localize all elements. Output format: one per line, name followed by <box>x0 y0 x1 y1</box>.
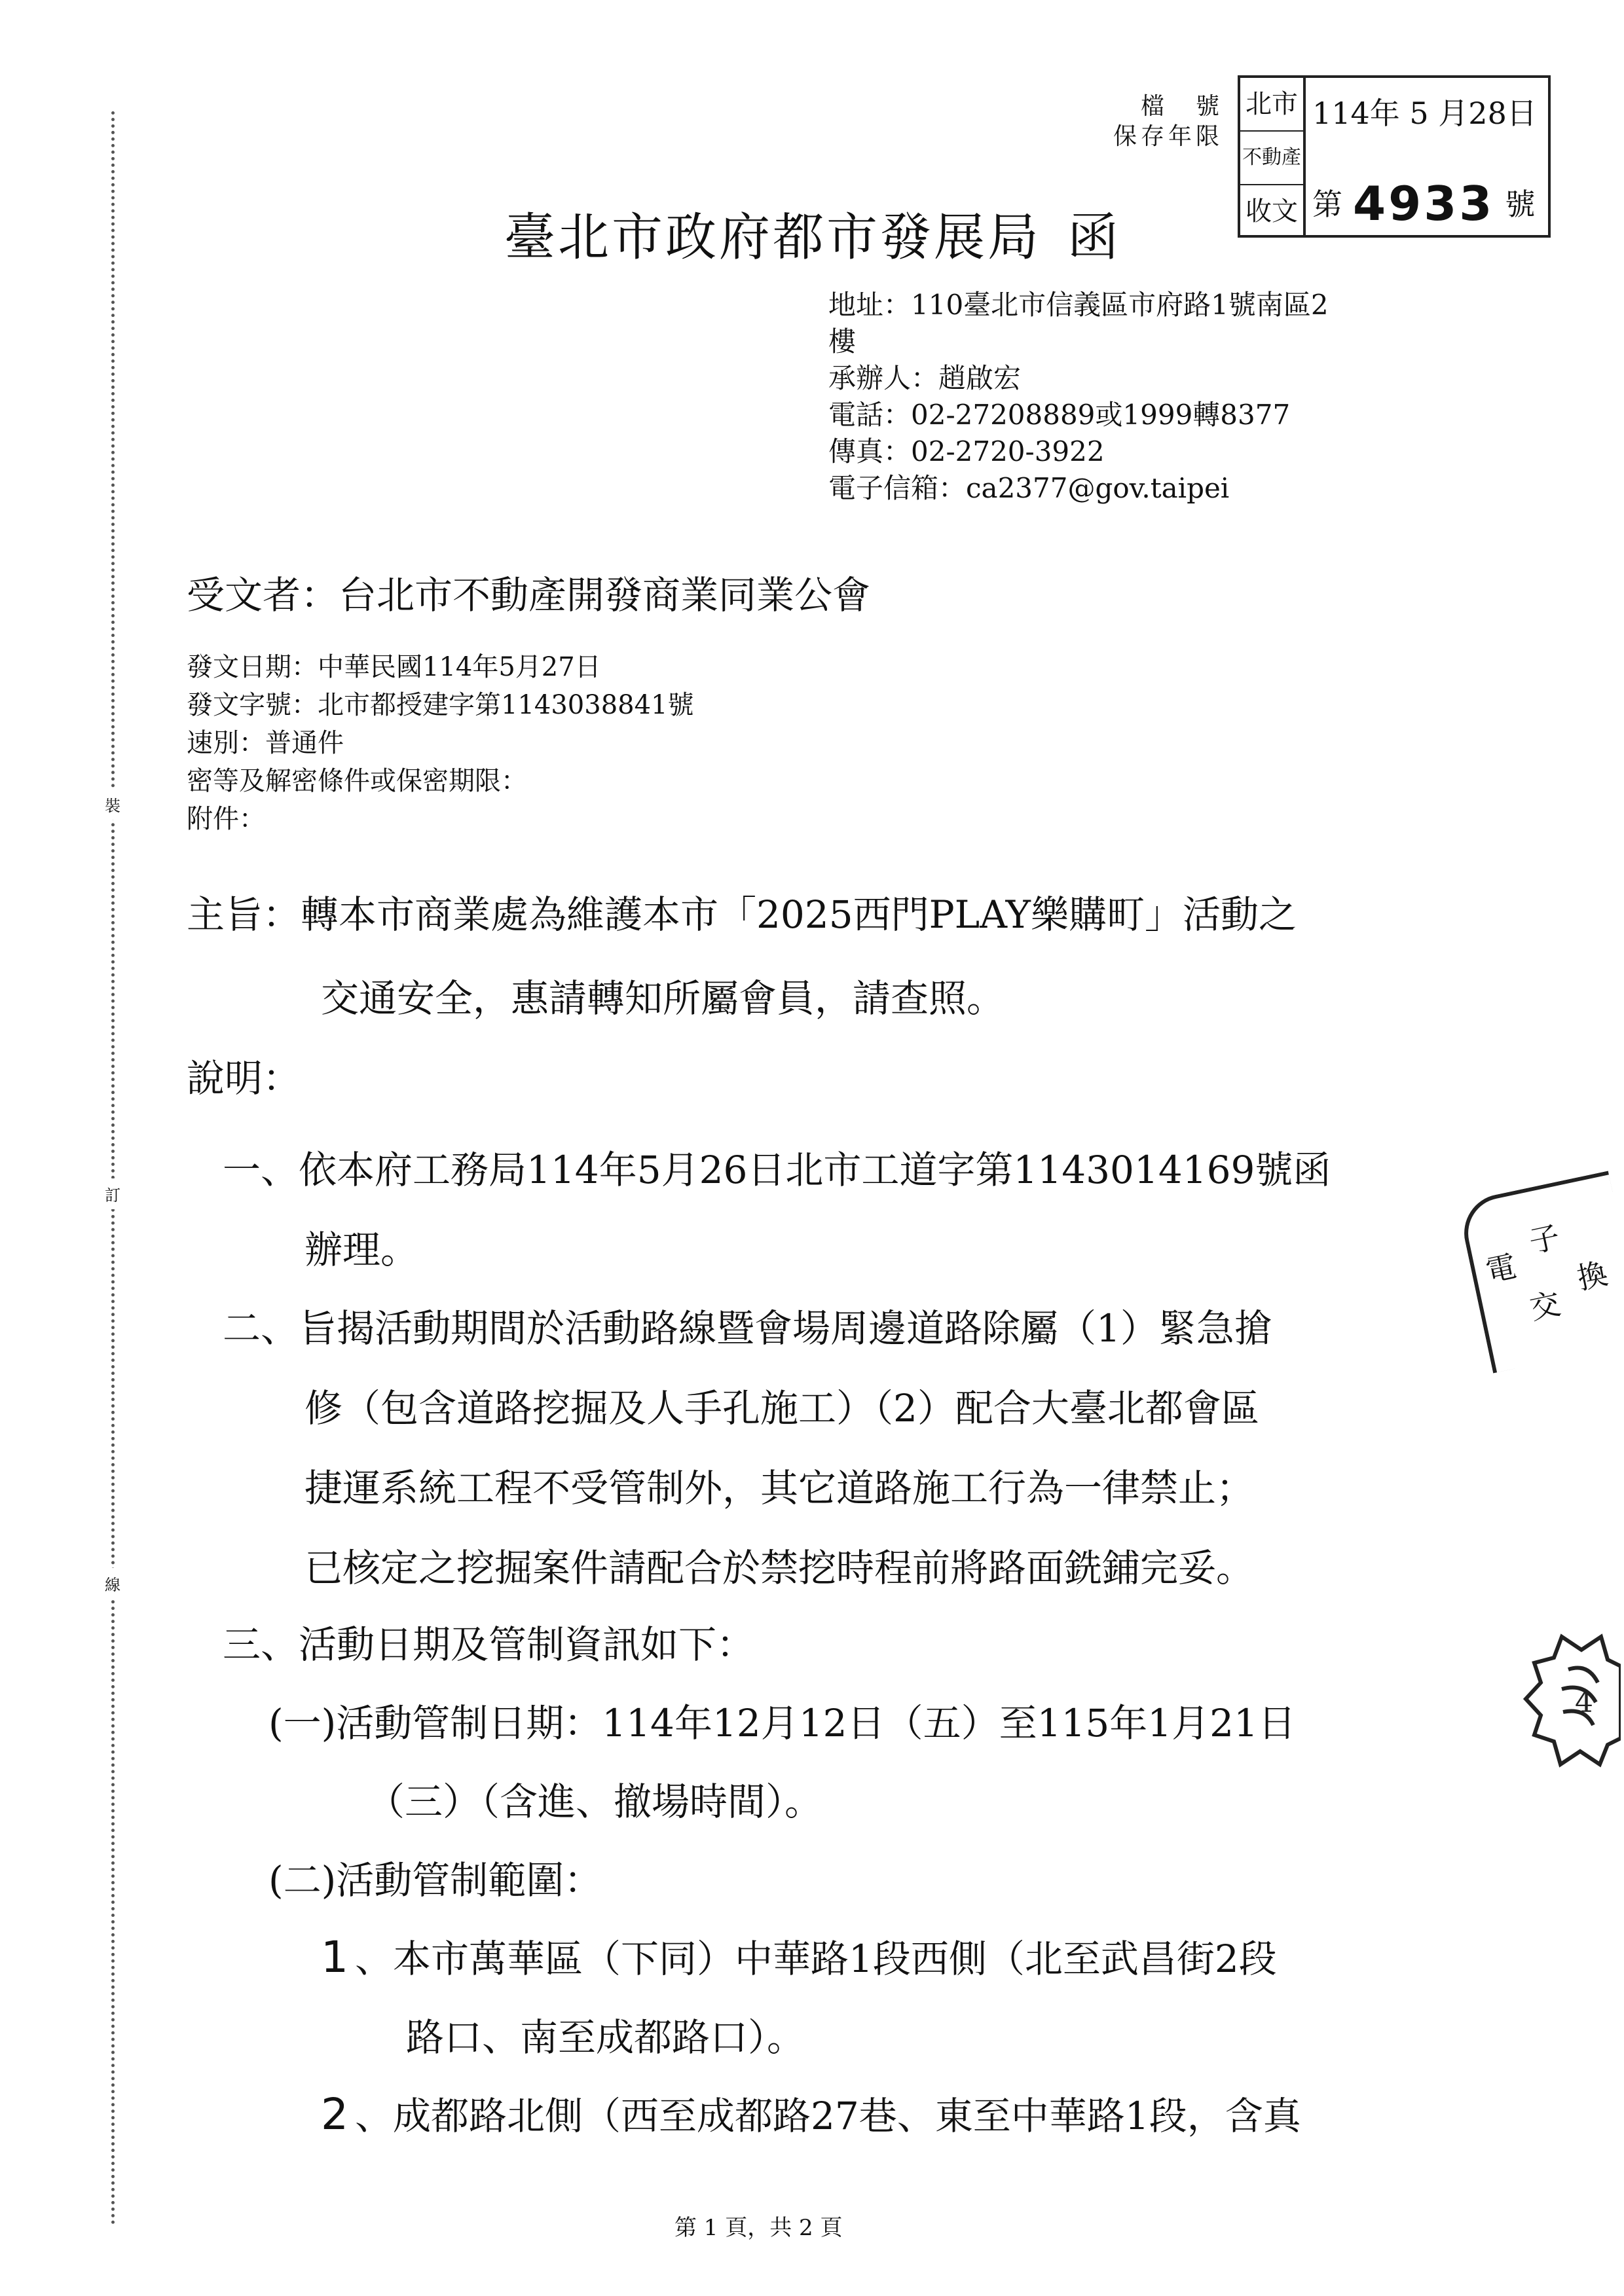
contact-block <box>828 287 1418 507</box>
binding-line <box>111 111 115 2226</box>
page-marker: 4 <box>1575 1686 1593 1719</box>
item3-line1: 三、活動日期及管制資訊如下： <box>223 1622 755 1667</box>
item2-line2: 修（包含道路挖掘及人手孔施工）（2）配合大臺北都會區 <box>304 1386 1259 1430</box>
point1-number: 1 <box>321 1932 348 1982</box>
stamp-org-line1: 北市 <box>1240 78 1303 132</box>
stamp-org-line3: 收文 <box>1246 196 1298 227</box>
stamp-number-row <box>1312 176 1535 231</box>
email: 電子信箱：ca2377@gov.taipei <box>828 472 1230 504</box>
address-line1: 地址：110臺北市信義區市府路1號南區2 <box>828 289 1329 321</box>
filing-labels <box>1113 92 1223 152</box>
item1-line1: 一、依本府工務局114年5月26日北市工道字第1143014169號函 <box>223 1148 1331 1192</box>
item2-line4: 已核定之挖掘案件請配合於禁挖時程前將路面銑鋪完妥。 <box>304 1546 1255 1590</box>
item3-sub1-line1: (一)活動管制日期：114年12月12日（五）至115年1月21日 <box>268 1701 1296 1745</box>
stamp-date: 114年 5 月28日 <box>1312 96 1537 131</box>
seal-char-2: 子 <box>1526 1218 1563 1260</box>
issue-date: 發文日期：中華民國114年5月27日 <box>187 652 601 682</box>
electronic-exchange-seal <box>1457 1171 1624 1373</box>
point1-line2: 路口、南至成都路口）。 <box>406 2015 805 2060</box>
subject-line1: 主旨：轉本市商業處為維護本市「2025西門PLAY樂購町」活動之 <box>187 892 1297 937</box>
page-footer: 第 1 頁，共 2 頁 <box>674 2215 843 2241</box>
seal-char-3: 交 <box>1526 1285 1564 1327</box>
document-meta <box>187 648 694 838</box>
binding-mark-ding: 訂 <box>105 1178 120 1209</box>
agency-name: 臺北市政府都市發展局 <box>504 208 1042 267</box>
seal-char-4: 換 <box>1574 1255 1611 1297</box>
doc-type: 函 <box>1067 208 1122 267</box>
item1-line2: 辦理。 <box>304 1228 419 1272</box>
attachment: 附件： <box>187 804 265 834</box>
binding-mark-zhuang: 裝 <box>105 789 120 820</box>
stamp-number-suffix: 號 <box>1505 187 1536 222</box>
recipient: 受文者：台北市不動產開發商業同業公會 <box>187 573 871 617</box>
seal-char-1: 電 <box>1483 1248 1520 1289</box>
item3-sub2-point2 <box>321 2085 1301 2140</box>
item3-sub2-label: (二)活動管制範圍： <box>268 1858 602 1903</box>
point1-line1: 、本市萬華區（下同）中華路1段西側（北至武昌街2段 <box>355 1937 1277 1981</box>
item3-sub2-point1 <box>321 1928 1277 1983</box>
phone: 電話：02-27208889或1999轉8377 <box>828 399 1291 431</box>
binding-mark-xian: 線 <box>105 1568 120 1599</box>
fax: 傳真：02-2720-3922 <box>828 435 1105 467</box>
retention-label: 保存年限 <box>1113 123 1224 150</box>
gear-stamp-icon <box>1522 1630 1621 1768</box>
stamp-number: 4933 <box>1353 176 1495 231</box>
receipt-stamp <box>1238 75 1551 238</box>
item2-line1: 二、旨揭活動期間於活動路線暨會場周邊道路除屬（1）緊急搶 <box>223 1306 1272 1351</box>
file-number-label: 檔 號 <box>1141 93 1224 120</box>
doc-number: 發文字號：北市都授建字第1143038841號 <box>187 690 694 720</box>
secrecy: 密等及解密條件或保密期限： <box>187 766 527 796</box>
subject-line2: 交通安全，惠請轉知所屬會員，請查照。 <box>321 976 1005 1021</box>
point2-line1: 、成都路北側（西至成都路27巷、東至中華路1段，含真 <box>355 2094 1301 2138</box>
handler: 承辦人：趙啟宏 <box>828 362 1022 394</box>
document-title <box>504 196 1121 270</box>
stamp-org-line2: 不動產 <box>1240 132 1303 185</box>
stamp-number-prefix: 第 <box>1312 187 1342 222</box>
speed: 速別：普通件 <box>187 728 344 758</box>
point2-number: 2 <box>321 2089 348 2140</box>
item2-line3: 捷運系統工程不受管制外，其它道路施工行為一律禁止； <box>304 1466 1255 1510</box>
explanation-label: 說明： <box>187 1056 301 1101</box>
item3-sub1-line2: （三）（含進、撤場時間）。 <box>367 1779 823 1824</box>
address-line2: 樓 <box>828 325 857 357</box>
